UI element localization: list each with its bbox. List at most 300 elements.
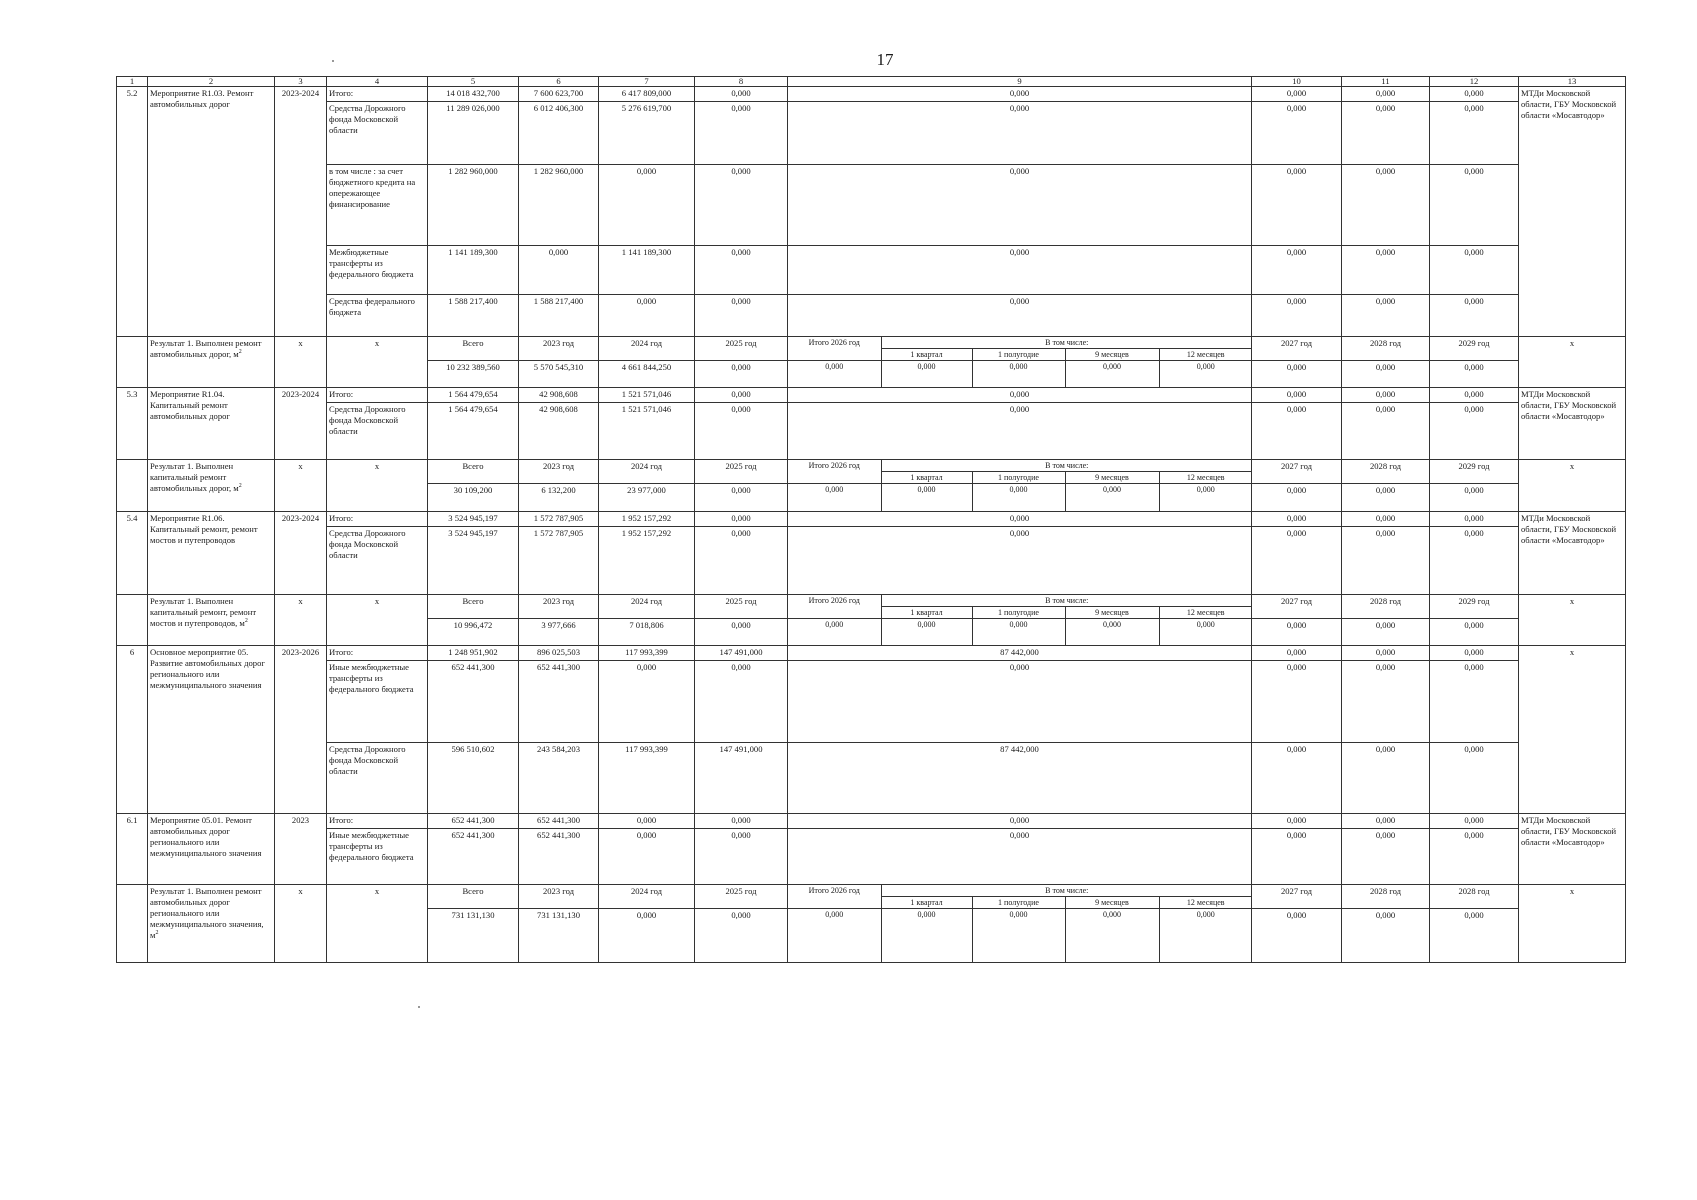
result-value: 731 131,130 — [519, 909, 599, 963]
result-2026-header — [788, 885, 1252, 909]
col-number: 9 — [788, 77, 1252, 87]
value-cell: 3 524 945,197 — [428, 527, 519, 595]
value-cell: 1 952 157,292 — [599, 527, 695, 595]
row-number: 5.2 — [117, 87, 148, 337]
result-value: 0,000 — [788, 361, 881, 387]
result-col-header: В том числе: — [881, 337, 1252, 349]
result-col-header: 2023 год — [519, 595, 599, 619]
value-cell: 0,000 — [788, 165, 1252, 246]
result-value: 0,000 — [695, 619, 788, 646]
result-x: x — [327, 885, 428, 963]
source-label: Средства Дорожного фонда Московской области — [327, 403, 428, 460]
result-value: 0,000 — [1065, 619, 1159, 645]
value-cell: 11 289 026,000 — [428, 102, 519, 165]
result-col-header: 2028 год — [1430, 885, 1519, 909]
table-row — [117, 295, 1626, 337]
result-value: 0,000 — [972, 619, 1065, 645]
value-cell: 87 442,000 — [788, 646, 1252, 661]
table-row — [117, 512, 1626, 527]
result-col-header: В том числе: — [881, 885, 1252, 897]
source-label: Итого: — [327, 388, 428, 403]
value-cell: 0,000 — [1252, 814, 1342, 829]
result-value: 0,000 — [881, 909, 972, 962]
result-col-header: 1 полугодие — [972, 349, 1065, 361]
value-cell: 7 600 623,700 — [519, 87, 599, 102]
result-value: 0,000 — [972, 484, 1065, 511]
value-cell: 1 141 189,300 — [428, 246, 519, 295]
value-cell: 1 564 479,654 — [428, 403, 519, 460]
result-value: 0,000 — [881, 361, 972, 387]
value-cell: 0,000 — [599, 814, 695, 829]
value-cell: 0,000 — [1342, 295, 1430, 337]
table-row — [117, 743, 1626, 814]
value-cell: 0,000 — [1342, 165, 1430, 246]
result-col-header: 2027 год — [1252, 460, 1342, 484]
value-cell: 0,000 — [1252, 102, 1342, 165]
result-value: 0,000 — [1252, 909, 1342, 963]
result-col-header: 2025 год — [695, 885, 788, 909]
result-value: 10 232 389,560 — [428, 361, 519, 388]
value-cell: 87 442,000 — [788, 743, 1252, 814]
result-value: 0,000 — [695, 909, 788, 963]
result-col-header: 1 квартал — [881, 897, 972, 909]
activity-name: Основное мероприятие 05. Развитие автомобильных дорог регионального или межмуниципального значения — [148, 646, 275, 814]
table-row — [117, 829, 1626, 885]
col-number: 11 — [1342, 77, 1430, 87]
activity-name: Мероприятие R1.03. Ремонт автомобильных дорог — [148, 87, 275, 337]
result-value: 0,000 — [1065, 909, 1159, 962]
value-cell: 1 564 479,654 — [428, 388, 519, 403]
value-cell: 6 417 809,000 — [599, 87, 695, 102]
result-header-row — [117, 595, 1626, 619]
row-number — [117, 595, 148, 646]
result-value: 0,000 — [1342, 909, 1430, 963]
value-cell: 0,000 — [1252, 295, 1342, 337]
value-cell: 0,000 — [695, 388, 788, 403]
result-value: 0,000 — [1430, 909, 1519, 963]
value-cell: 0,000 — [1430, 814, 1519, 829]
value-cell: 0,000 — [1342, 512, 1430, 527]
scan-speck — [418, 1006, 420, 1008]
result-col-header: 2027 год — [1252, 337, 1342, 361]
result-col-header: Итого 2026 год — [788, 595, 881, 618]
value-cell: 1 572 787,905 — [519, 512, 599, 527]
value-cell: 0,000 — [695, 527, 788, 595]
value-cell: 0,000 — [788, 403, 1252, 460]
value-cell: 652 441,300 — [519, 661, 599, 743]
value-cell: 0,000 — [1252, 512, 1342, 527]
result-header-row — [117, 885, 1626, 909]
result-x: x — [1519, 460, 1626, 512]
result-value: 0,000 — [1252, 619, 1342, 646]
value-cell: 0,000 — [695, 102, 788, 165]
value-cell: 0,000 — [1252, 403, 1342, 460]
activity-years: 2023-2024 — [275, 512, 327, 595]
value-cell: 0,000 — [1430, 512, 1519, 527]
result-value: 0,000 — [881, 619, 972, 645]
result-label — [148, 885, 275, 963]
value-cell: 42 908,608 — [519, 403, 599, 460]
value-cell: 0,000 — [695, 403, 788, 460]
result-x: x — [327, 337, 428, 388]
value-cell: 652 441,300 — [428, 814, 519, 829]
activity-years: 2023 — [275, 814, 327, 885]
value-cell: 0,000 — [1430, 661, 1519, 743]
col-number: 4 — [327, 77, 428, 87]
value-cell: 0,000 — [519, 246, 599, 295]
row-number — [117, 460, 148, 512]
result-value: 0,000 — [1430, 619, 1519, 646]
result-value: 23 977,000 — [599, 484, 695, 512]
result-value: 0,000 — [788, 909, 881, 962]
value-cell: 0,000 — [788, 512, 1252, 527]
value-cell: 0,000 — [1342, 403, 1430, 460]
value-cell: 0,000 — [1252, 388, 1342, 403]
value-cell: 5 276 619,700 — [599, 102, 695, 165]
result-col-header: 1 полугодие — [972, 897, 1065, 909]
value-cell: 0,000 — [1430, 403, 1519, 460]
result-col-header: 12 месяцев — [1186, 608, 1225, 617]
table-row — [117, 87, 1626, 102]
source-label: Иные межбюджетные трансферты из федерального бюджета — [327, 661, 428, 743]
result-2026-header — [788, 337, 1252, 361]
result-value: 0,000 — [1065, 361, 1159, 387]
row-number — [117, 337, 148, 388]
value-cell: 1 952 157,292 — [599, 512, 695, 527]
unit-superscript: 2 — [244, 618, 248, 625]
result-value: 4 661 844,250 — [599, 361, 695, 388]
result-col-header: 1 квартал — [881, 607, 972, 619]
source-label: Итого: — [327, 512, 428, 527]
value-cell: 0,000 — [1252, 87, 1342, 102]
source-label: Средства Дорожного фонда Московской области — [327, 102, 428, 165]
table-row — [117, 646, 1626, 661]
source-label: Итого: — [327, 814, 428, 829]
result-x: x — [1519, 646, 1626, 814]
result-col-header: 2025 год — [695, 460, 788, 484]
source-label: Средства Дорожного фонда Московской области — [327, 743, 428, 814]
result-2026-values — [788, 361, 1252, 388]
value-cell: 0,000 — [788, 87, 1252, 102]
value-cell: 0,000 — [1252, 646, 1342, 661]
result-x: x — [275, 885, 327, 963]
value-cell: 652 441,300 — [519, 814, 599, 829]
activity-name: Мероприятие R1.04. Капитальный ремонт автомобильных дорог — [148, 388, 275, 460]
result-value: 0,000 — [1196, 362, 1215, 371]
value-cell: 0,000 — [1342, 246, 1430, 295]
result-value: 7 018,806 — [599, 619, 695, 646]
value-cell: 1 141 189,300 — [599, 246, 695, 295]
value-cell: 14 018 432,700 — [428, 87, 519, 102]
result-x: x — [275, 595, 327, 646]
value-cell: 0,000 — [695, 512, 788, 527]
row-number: 6 — [117, 646, 148, 814]
row-number — [117, 885, 148, 963]
result-col-header: Всего — [428, 460, 519, 484]
result-2026-header — [788, 595, 1252, 619]
result-value: 6 132,200 — [519, 484, 599, 512]
value-cell: 0,000 — [788, 246, 1252, 295]
col-number: 7 — [599, 77, 695, 87]
result-text: Результат 1. Выполнен капитальный ремонт, ремонт мостов и путепроводов, м — [150, 596, 257, 628]
responsible-executor: МТДи Московской области, ГБУ Московской области «Мосавтодор» — [1519, 388, 1626, 460]
value-cell: 0,000 — [1430, 829, 1519, 885]
value-cell: 1 572 787,905 — [519, 527, 599, 595]
result-x: x — [275, 460, 327, 512]
value-cell: 1 588 217,400 — [428, 295, 519, 337]
result-value: 0,000 — [881, 484, 972, 511]
result-value: 0,000 — [1430, 361, 1519, 388]
table-row — [117, 814, 1626, 829]
table-row — [117, 102, 1626, 165]
row-number: 5.4 — [117, 512, 148, 595]
result-value: 0,000 — [1342, 619, 1430, 646]
value-cell: 0,000 — [695, 87, 788, 102]
result-col-header: 9 месяцев — [1065, 897, 1159, 909]
result-col-header: 2023 год — [519, 337, 599, 361]
table-row — [117, 403, 1626, 460]
result-col-header: Всего — [428, 337, 519, 361]
result-col-header: 2025 год — [695, 337, 788, 361]
value-cell: 0,000 — [1430, 743, 1519, 814]
col-number: 13 — [1519, 77, 1626, 87]
value-cell: 6 012 406,300 — [519, 102, 599, 165]
result-value: 0,000 — [1342, 361, 1430, 388]
activity-name: Мероприятие 05.01. Ремонт автомобильных дорог регионального или межмуниципального значения — [148, 814, 275, 885]
value-cell: 0,000 — [788, 102, 1252, 165]
value-cell: 596 510,602 — [428, 743, 519, 814]
result-value: 0,000 — [1342, 484, 1430, 512]
result-col-header: 2029 год — [1430, 337, 1519, 361]
value-cell: 117 993,399 — [599, 646, 695, 661]
col-number: 2 — [148, 77, 275, 87]
result-col-header: 9 месяцев — [1065, 472, 1159, 484]
result-value: 30 109,200 — [428, 484, 519, 512]
responsible-executor: МТДи Московской области, ГБУ Московской области «Мосавтодор» — [1519, 814, 1626, 885]
source-label: Средства Дорожного фонда Московской области — [327, 527, 428, 595]
result-col-header: 1 квартал — [881, 349, 972, 361]
result-col-header: 2024 год — [599, 460, 695, 484]
result-col-header: 2023 год — [519, 460, 599, 484]
value-cell: 0,000 — [695, 295, 788, 337]
value-cell: 0,000 — [788, 388, 1252, 403]
table-row — [117, 661, 1626, 743]
value-cell: 147 491,000 — [695, 646, 788, 661]
value-cell: 0,000 — [1342, 527, 1430, 595]
column-number-row — [117, 77, 1626, 87]
value-cell: 652 441,300 — [428, 661, 519, 743]
result-label — [148, 337, 275, 388]
result-x: x — [1519, 337, 1626, 388]
unit-superscript: 2 — [238, 349, 242, 356]
value-cell: 0,000 — [1252, 661, 1342, 743]
col-number: 6 — [519, 77, 599, 87]
table-row — [117, 388, 1626, 403]
value-cell: 0,000 — [1252, 743, 1342, 814]
result-col-header: 2029 год — [1430, 460, 1519, 484]
value-cell: 0,000 — [1252, 246, 1342, 295]
responsible-executor: МТДи Московской области, ГБУ Московской области «Мосавтодор» — [1519, 87, 1626, 337]
value-cell: 0,000 — [1342, 87, 1430, 102]
value-cell: 1 248 951,902 — [428, 646, 519, 661]
value-cell: 1 282 960,000 — [519, 165, 599, 246]
result-value: 0,000 — [1430, 484, 1519, 512]
source-label: Итого: — [327, 646, 428, 661]
value-cell: 896 025,503 — [519, 646, 599, 661]
result-col-header: 1 полугодие — [972, 472, 1065, 484]
result-value: 10 996,472 — [428, 619, 519, 646]
value-cell: 117 993,399 — [599, 743, 695, 814]
result-col-header: Итого 2026 год — [788, 460, 881, 483]
scan-speck — [332, 60, 334, 62]
col-number: 12 — [1430, 77, 1519, 87]
result-col-header: Итого 2026 год — [788, 337, 881, 360]
value-cell: 0,000 — [1342, 743, 1430, 814]
result-col-header: Всего — [428, 885, 519, 909]
value-cell: 0,000 — [1252, 165, 1342, 246]
col-number: 8 — [695, 77, 788, 87]
result-text: Результат 1. Выполнен капитальный ремонт автомобильных дорог, м — [150, 461, 239, 493]
value-cell: 1 588 217,400 — [519, 295, 599, 337]
result-col-header: 2024 год — [599, 885, 695, 909]
row-number: 5.3 — [117, 388, 148, 460]
value-cell: 0,000 — [695, 246, 788, 295]
result-value: 0,000 — [788, 619, 881, 645]
value-cell: 0,000 — [1342, 388, 1430, 403]
result-col-header: Всего — [428, 595, 519, 619]
value-cell: 0,000 — [599, 295, 695, 337]
result-value: 0,000 — [1196, 485, 1215, 494]
value-cell: 0,000 — [1430, 388, 1519, 403]
value-cell: 1 521 571,046 — [599, 403, 695, 460]
value-cell: 42 908,608 — [519, 388, 599, 403]
value-cell: 0,000 — [788, 527, 1252, 595]
result-col-header: В том числе: — [881, 595, 1252, 607]
result-value: 0,000 — [599, 909, 695, 963]
result-value: 0,000 — [695, 484, 788, 512]
value-cell: 0,000 — [1430, 295, 1519, 337]
value-cell: 0,000 — [1342, 814, 1430, 829]
result-text: Результат 1. Выполнен ремонт автомобильных дорог регионального или межмуниципального значения, м — [150, 886, 264, 940]
result-x: x — [327, 460, 428, 512]
value-cell: 0,000 — [788, 814, 1252, 829]
result-2026-values — [788, 909, 1252, 963]
result-col-header: В том числе: — [881, 460, 1252, 472]
value-cell: 0,000 — [1252, 829, 1342, 885]
result-col-header: 2024 год — [599, 337, 695, 361]
result-x: x — [327, 595, 428, 646]
result-label — [148, 460, 275, 512]
result-value: 0,000 — [1065, 484, 1159, 511]
result-header-row — [117, 337, 1626, 361]
result-col-header: 9 месяцев — [1065, 607, 1159, 619]
value-cell: 0,000 — [695, 165, 788, 246]
result-value: 0,000 — [1252, 484, 1342, 512]
result-x: x — [1519, 885, 1626, 963]
result-col-header: 2023 год — [519, 885, 599, 909]
value-cell: 147 491,000 — [695, 743, 788, 814]
result-col-header: 9 месяцев — [1065, 349, 1159, 361]
value-cell: 0,000 — [1342, 661, 1430, 743]
result-x: x — [1519, 595, 1626, 646]
result-col-header: 2025 год — [695, 595, 788, 619]
value-cell: 652 441,300 — [428, 829, 519, 885]
result-value: 731 131,130 — [428, 909, 519, 963]
result-value: 0,000 — [1196, 910, 1215, 919]
result-value: 0,000 — [788, 484, 881, 511]
value-cell: 0,000 — [788, 295, 1252, 337]
result-2026-values — [788, 619, 1252, 646]
value-cell: 0,000 — [1342, 646, 1430, 661]
page-number: 17 — [876, 50, 894, 69]
program-table — [116, 76, 1626, 963]
value-cell: 0,000 — [1430, 87, 1519, 102]
source-label: Межбюджетные трансферты из федерального бюджета — [327, 246, 428, 295]
row-number: 6.1 — [117, 814, 148, 885]
result-2026-values — [788, 484, 1252, 512]
result-col-header: 2028 год — [1342, 337, 1430, 361]
result-col-header: 2029 год — [1430, 595, 1519, 619]
result-value: 0,000 — [1252, 361, 1342, 388]
result-col-header: 12 месяцев — [1186, 473, 1225, 482]
result-text: Результат 1. Выполнен ремонт автомобильных дорог, м — [150, 338, 262, 359]
result-col-header: 1 полугодие — [972, 607, 1065, 619]
value-cell: 0,000 — [695, 814, 788, 829]
source-label: в том числе : за счет бюджетного кредита на опережающее финансирование — [327, 165, 428, 246]
result-header-row — [117, 460, 1626, 484]
source-label: Средства федерального бюджета — [327, 295, 428, 337]
value-cell: 0,000 — [1430, 527, 1519, 595]
value-cell: 0,000 — [788, 661, 1252, 743]
value-cell: 0,000 — [1430, 102, 1519, 165]
result-col-header: 2028 год — [1342, 885, 1430, 909]
value-cell: 0,000 — [788, 829, 1252, 885]
result-value: 0,000 — [695, 361, 788, 388]
value-cell: 0,000 — [1252, 527, 1342, 595]
value-cell: 0,000 — [695, 661, 788, 743]
value-cell: 0,000 — [1430, 646, 1519, 661]
result-col-header: Итого 2026 год — [788, 885, 881, 908]
result-col-header: 12 месяцев — [1186, 898, 1225, 907]
result-x: x — [275, 337, 327, 388]
result-value: 0,000 — [1196, 620, 1215, 629]
value-cell: 243 584,203 — [519, 743, 599, 814]
col-number: 5 — [428, 77, 519, 87]
value-cell: 1 282 960,000 — [428, 165, 519, 246]
result-2026-header — [788, 460, 1252, 484]
result-value: 3 977,666 — [519, 619, 599, 646]
value-cell: 0,000 — [1430, 165, 1519, 246]
activity-years: 2023-2024 — [275, 388, 327, 460]
result-label — [148, 595, 275, 646]
result-col-header: 2028 год — [1342, 595, 1430, 619]
result-value: 0,000 — [972, 909, 1065, 962]
table-row — [117, 165, 1626, 246]
source-label: Иные межбюджетные трансферты из федерального бюджета — [327, 829, 428, 885]
value-cell: 0,000 — [599, 661, 695, 743]
unit-superscript: 2 — [238, 483, 242, 490]
source-label: Итого: — [327, 87, 428, 102]
value-cell: 0,000 — [599, 829, 695, 885]
value-cell: 3 524 945,197 — [428, 512, 519, 527]
result-value: 5 570 545,310 — [519, 361, 599, 388]
value-cell: 0,000 — [599, 165, 695, 246]
value-cell: 0,000 — [1342, 102, 1430, 165]
value-cell: 0,000 — [695, 829, 788, 885]
value-cell: 0,000 — [1342, 829, 1430, 885]
result-col-header: 12 месяцев — [1186, 350, 1225, 359]
responsible-executor: МТДи Московской области, ГБУ Московской области «Мосавтодор» — [1519, 512, 1626, 595]
